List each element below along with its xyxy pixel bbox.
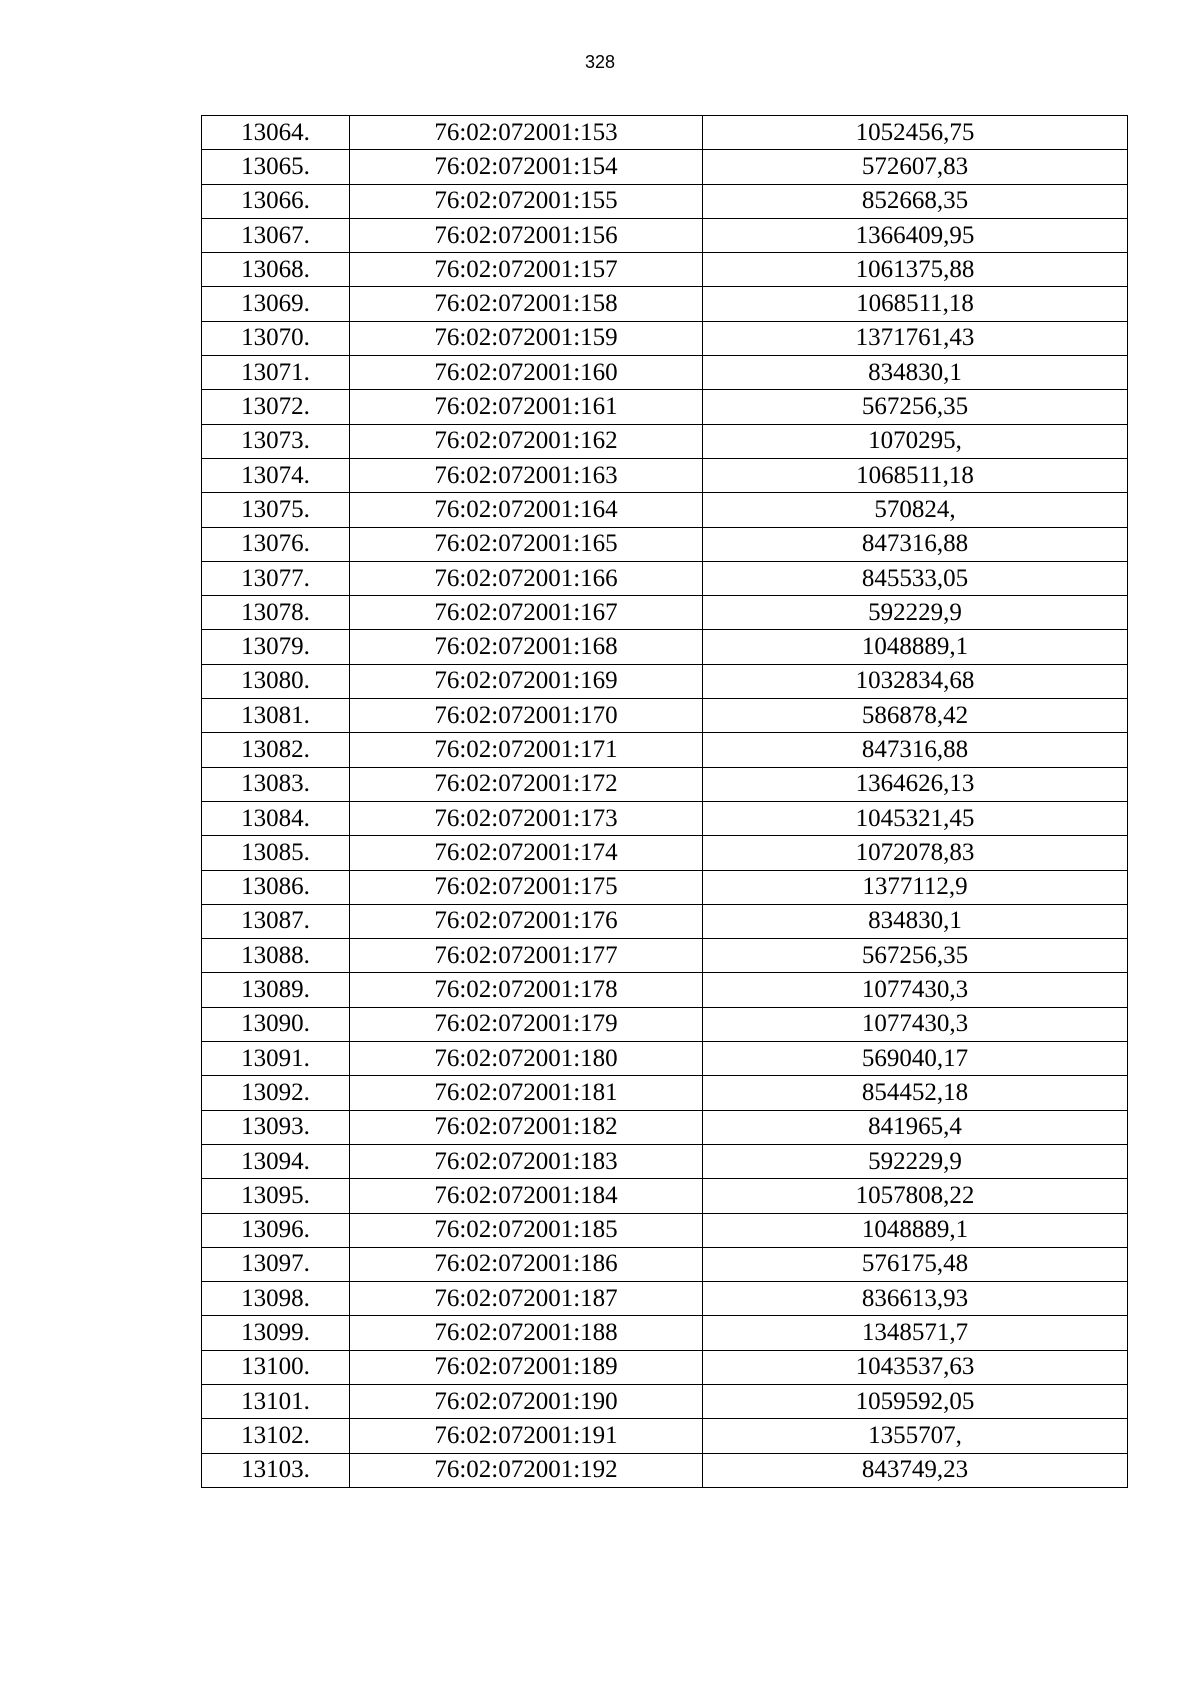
- row-number-cell: 13081.: [202, 699, 350, 733]
- table-row: [202, 904, 1128, 938]
- cadastral-value-cell: 847316,88: [703, 527, 1128, 561]
- row-number-cell: 13103.: [202, 1453, 350, 1487]
- table-row: [202, 939, 1128, 973]
- table-row: [202, 390, 1128, 424]
- cadastral-value-cell: 592229,9: [703, 596, 1128, 630]
- cadastral-number-cell: 76:02:072001:186: [350, 1247, 703, 1281]
- table-body: [202, 116, 1128, 1488]
- cadastral-value-cell: 1045321,45: [703, 801, 1128, 835]
- table-row: [202, 1350, 1128, 1384]
- table-row: [202, 973, 1128, 1007]
- cadastral-value-cell: 569040,17: [703, 1042, 1128, 1076]
- table-row: [202, 253, 1128, 287]
- table-row: [202, 836, 1128, 870]
- cadastral-value-cell: 1048889,1: [703, 1213, 1128, 1247]
- table-row: [202, 527, 1128, 561]
- cadastral-number-cell: 76:02:072001:159: [350, 321, 703, 355]
- row-number-cell: 13079.: [202, 630, 350, 664]
- cadastral-value-cell: 852668,35: [703, 184, 1128, 218]
- cadastral-number-cell: 76:02:072001:165: [350, 527, 703, 561]
- table-row: [202, 150, 1128, 184]
- cadastral-number-cell: 76:02:072001:177: [350, 939, 703, 973]
- table-row: [202, 184, 1128, 218]
- table-row: [202, 733, 1128, 767]
- cadastral-value-cell: 1364626,13: [703, 767, 1128, 801]
- cadastral-number-cell: 76:02:072001:185: [350, 1213, 703, 1247]
- cadastral-number-cell: 76:02:072001:182: [350, 1110, 703, 1144]
- cadastral-number-cell: 76:02:072001:160: [350, 356, 703, 390]
- table-row: [202, 458, 1128, 492]
- cadastral-value-cell: 841965,4: [703, 1110, 1128, 1144]
- cadastral-value-cell: 854452,18: [703, 1076, 1128, 1110]
- cadastral-value-cell: 1043537,63: [703, 1350, 1128, 1384]
- table-row: [202, 596, 1128, 630]
- cadastral-number-cell: 76:02:072001:173: [350, 801, 703, 835]
- table-row: [202, 1282, 1128, 1316]
- table-row: [202, 116, 1128, 150]
- table-row: [202, 287, 1128, 321]
- cadastral-value-cell: 576175,48: [703, 1247, 1128, 1281]
- row-number-cell: 13098.: [202, 1282, 350, 1316]
- row-number-cell: 13090.: [202, 1007, 350, 1041]
- cadastral-number-cell: 76:02:072001:180: [350, 1042, 703, 1076]
- cadastral-number-cell: 76:02:072001:183: [350, 1144, 703, 1178]
- cadastral-value-cell: 570824,: [703, 493, 1128, 527]
- cadastral-number-cell: 76:02:072001:158: [350, 287, 703, 321]
- row-number-cell: 13095.: [202, 1179, 350, 1213]
- table-row: [202, 561, 1128, 595]
- row-number-cell: 13064.: [202, 116, 350, 150]
- cadastral-number-cell: 76:02:072001:162: [350, 424, 703, 458]
- row-number-cell: 13092.: [202, 1076, 350, 1110]
- row-number-cell: 13065.: [202, 150, 350, 184]
- cadastral-value-cell: 836613,93: [703, 1282, 1128, 1316]
- row-number-cell: 13077.: [202, 561, 350, 595]
- cadastral-number-cell: 76:02:072001:178: [350, 973, 703, 1007]
- table-row: [202, 356, 1128, 390]
- cadastral-number-cell: 76:02:072001:168: [350, 630, 703, 664]
- table-row: [202, 1076, 1128, 1110]
- row-number-cell: 13067.: [202, 218, 350, 252]
- cadastral-value-cell: 1059592,05: [703, 1384, 1128, 1418]
- table-row: [202, 1110, 1128, 1144]
- row-number-cell: 13072.: [202, 390, 350, 424]
- cadastral-value-cell: 1077430,3: [703, 973, 1128, 1007]
- cadastral-value-cell: 1077430,3: [703, 1007, 1128, 1041]
- table-row: [202, 1453, 1128, 1487]
- row-number-cell: 13101.: [202, 1384, 350, 1418]
- cadastral-value-cell: 1052456,75: [703, 116, 1128, 150]
- cadastral-value-cell: 847316,88: [703, 733, 1128, 767]
- cadastral-value-cell: 1032834,68: [703, 664, 1128, 698]
- cadastral-number-cell: 76:02:072001:157: [350, 253, 703, 287]
- cadastral-number-cell: 76:02:072001:172: [350, 767, 703, 801]
- row-number-cell: 13094.: [202, 1144, 350, 1178]
- cadastral-number-cell: 76:02:072001:174: [350, 836, 703, 870]
- row-number-cell: 13078.: [202, 596, 350, 630]
- table-row: [202, 870, 1128, 904]
- row-number-cell: 13076.: [202, 527, 350, 561]
- cadastral-value-cell: 567256,35: [703, 939, 1128, 973]
- cadastral-value-cell: 1377112,9: [703, 870, 1128, 904]
- cadastral-value-cell: 1068511,18: [703, 458, 1128, 492]
- cadastral-value-cell: 1371761,43: [703, 321, 1128, 355]
- table-row: [202, 1247, 1128, 1281]
- row-number-cell: 13100.: [202, 1350, 350, 1384]
- row-number-cell: 13069.: [202, 287, 350, 321]
- cadastral-number-cell: 76:02:072001:190: [350, 1384, 703, 1418]
- row-number-cell: 13082.: [202, 733, 350, 767]
- cadastral-number-cell: 76:02:072001:187: [350, 1282, 703, 1316]
- row-number-cell: 13102.: [202, 1419, 350, 1453]
- table-row: [202, 1007, 1128, 1041]
- cadastral-value-cell: 1072078,83: [703, 836, 1128, 870]
- cadastral-number-cell: 76:02:072001:167: [350, 596, 703, 630]
- cadastral-number-cell: 76:02:072001:154: [350, 150, 703, 184]
- cadastral-value-cell: 1061375,88: [703, 253, 1128, 287]
- table-row: [202, 1419, 1128, 1453]
- cadastral-number-cell: 76:02:072001:171: [350, 733, 703, 767]
- table-row: [202, 321, 1128, 355]
- table-row: [202, 1316, 1128, 1350]
- row-number-cell: 13066.: [202, 184, 350, 218]
- table-row: [202, 801, 1128, 835]
- table-row: [202, 630, 1128, 664]
- table-row: [202, 1042, 1128, 1076]
- row-number-cell: 13074.: [202, 458, 350, 492]
- cadastral-number-cell: 76:02:072001:184: [350, 1179, 703, 1213]
- cadastral-number-cell: 76:02:072001:179: [350, 1007, 703, 1041]
- row-number-cell: 13080.: [202, 664, 350, 698]
- cadastral-value-cell: 586878,42: [703, 699, 1128, 733]
- row-number-cell: 13099.: [202, 1316, 350, 1350]
- row-number-cell: 13085.: [202, 836, 350, 870]
- cadastral-value-cell: 567256,35: [703, 390, 1128, 424]
- table-row: [202, 699, 1128, 733]
- cadastral-value-cell: 592229,9: [703, 1144, 1128, 1178]
- row-number-cell: 13087.: [202, 904, 350, 938]
- row-number-cell: 13068.: [202, 253, 350, 287]
- row-number-cell: 13075.: [202, 493, 350, 527]
- cadastral-number-cell: 76:02:072001:164: [350, 493, 703, 527]
- cadastral-value-cell: 1057808,22: [703, 1179, 1128, 1213]
- row-number-cell: 13097.: [202, 1247, 350, 1281]
- cadastral-number-cell: 76:02:072001:176: [350, 904, 703, 938]
- cadastral-value-cell: 834830,1: [703, 356, 1128, 390]
- cadastral-number-cell: 76:02:072001:155: [350, 184, 703, 218]
- table-row: [202, 1144, 1128, 1178]
- table-row: [202, 1384, 1128, 1418]
- cadastral-number-cell: 76:02:072001:191: [350, 1419, 703, 1453]
- cadastral-value-cell: 1355707,: [703, 1419, 1128, 1453]
- cadastral-value-cell: 1366409,95: [703, 218, 1128, 252]
- cadastral-number-cell: 76:02:072001:189: [350, 1350, 703, 1384]
- table-row: [202, 1213, 1128, 1247]
- cadastral-number-cell: 76:02:072001:153: [350, 116, 703, 150]
- row-number-cell: 13070.: [202, 321, 350, 355]
- row-number-cell: 13073.: [202, 424, 350, 458]
- row-number-cell: 13089.: [202, 973, 350, 1007]
- page-number: 328: [584, 52, 616, 72]
- cadastral-value-cell: 1048889,1: [703, 630, 1128, 664]
- table-row: [202, 218, 1128, 252]
- table-row: [202, 664, 1128, 698]
- row-number-cell: 13071.: [202, 356, 350, 390]
- row-number-cell: 13096.: [202, 1213, 350, 1247]
- cadastral-number-cell: 76:02:072001:156: [350, 218, 703, 252]
- cadastral-value-cell: 845533,05: [703, 561, 1128, 595]
- cadastral-number-cell: 76:02:072001:181: [350, 1076, 703, 1110]
- table-row: [202, 767, 1128, 801]
- cadastral-number-cell: 76:02:072001:188: [350, 1316, 703, 1350]
- row-number-cell: 13086.: [202, 870, 350, 904]
- cadastral-value-cell: 1068511,18: [703, 287, 1128, 321]
- cadastral-value-cell: 572607,83: [703, 150, 1128, 184]
- row-number-cell: 13088.: [202, 939, 350, 973]
- row-number-cell: 13083.: [202, 767, 350, 801]
- cadastral-number-cell: 76:02:072001:169: [350, 664, 703, 698]
- cadastral-number-cell: 76:02:072001:170: [350, 699, 703, 733]
- cadastral-value-cell: 834830,1: [703, 904, 1128, 938]
- table-row: [202, 424, 1128, 458]
- cadastral-value-cell: 1070295,: [703, 424, 1128, 458]
- cadastral-number-cell: 76:02:072001:163: [350, 458, 703, 492]
- row-number-cell: 13084.: [202, 801, 350, 835]
- cadastral-number-cell: 76:02:072001:166: [350, 561, 703, 595]
- cadastral-number-cell: 76:02:072001:192: [350, 1453, 703, 1487]
- row-number-cell: 13091.: [202, 1042, 350, 1076]
- cadastral-number-cell: 76:02:072001:175: [350, 870, 703, 904]
- cadastral-value-cell: 1348571,7: [703, 1316, 1128, 1350]
- cadastral-value-table: [201, 115, 1128, 1488]
- cadastral-number-cell: 76:02:072001:161: [350, 390, 703, 424]
- table-row: [202, 493, 1128, 527]
- cadastral-value-cell: 843749,23: [703, 1453, 1128, 1487]
- table-row: [202, 1179, 1128, 1213]
- row-number-cell: 13093.: [202, 1110, 350, 1144]
